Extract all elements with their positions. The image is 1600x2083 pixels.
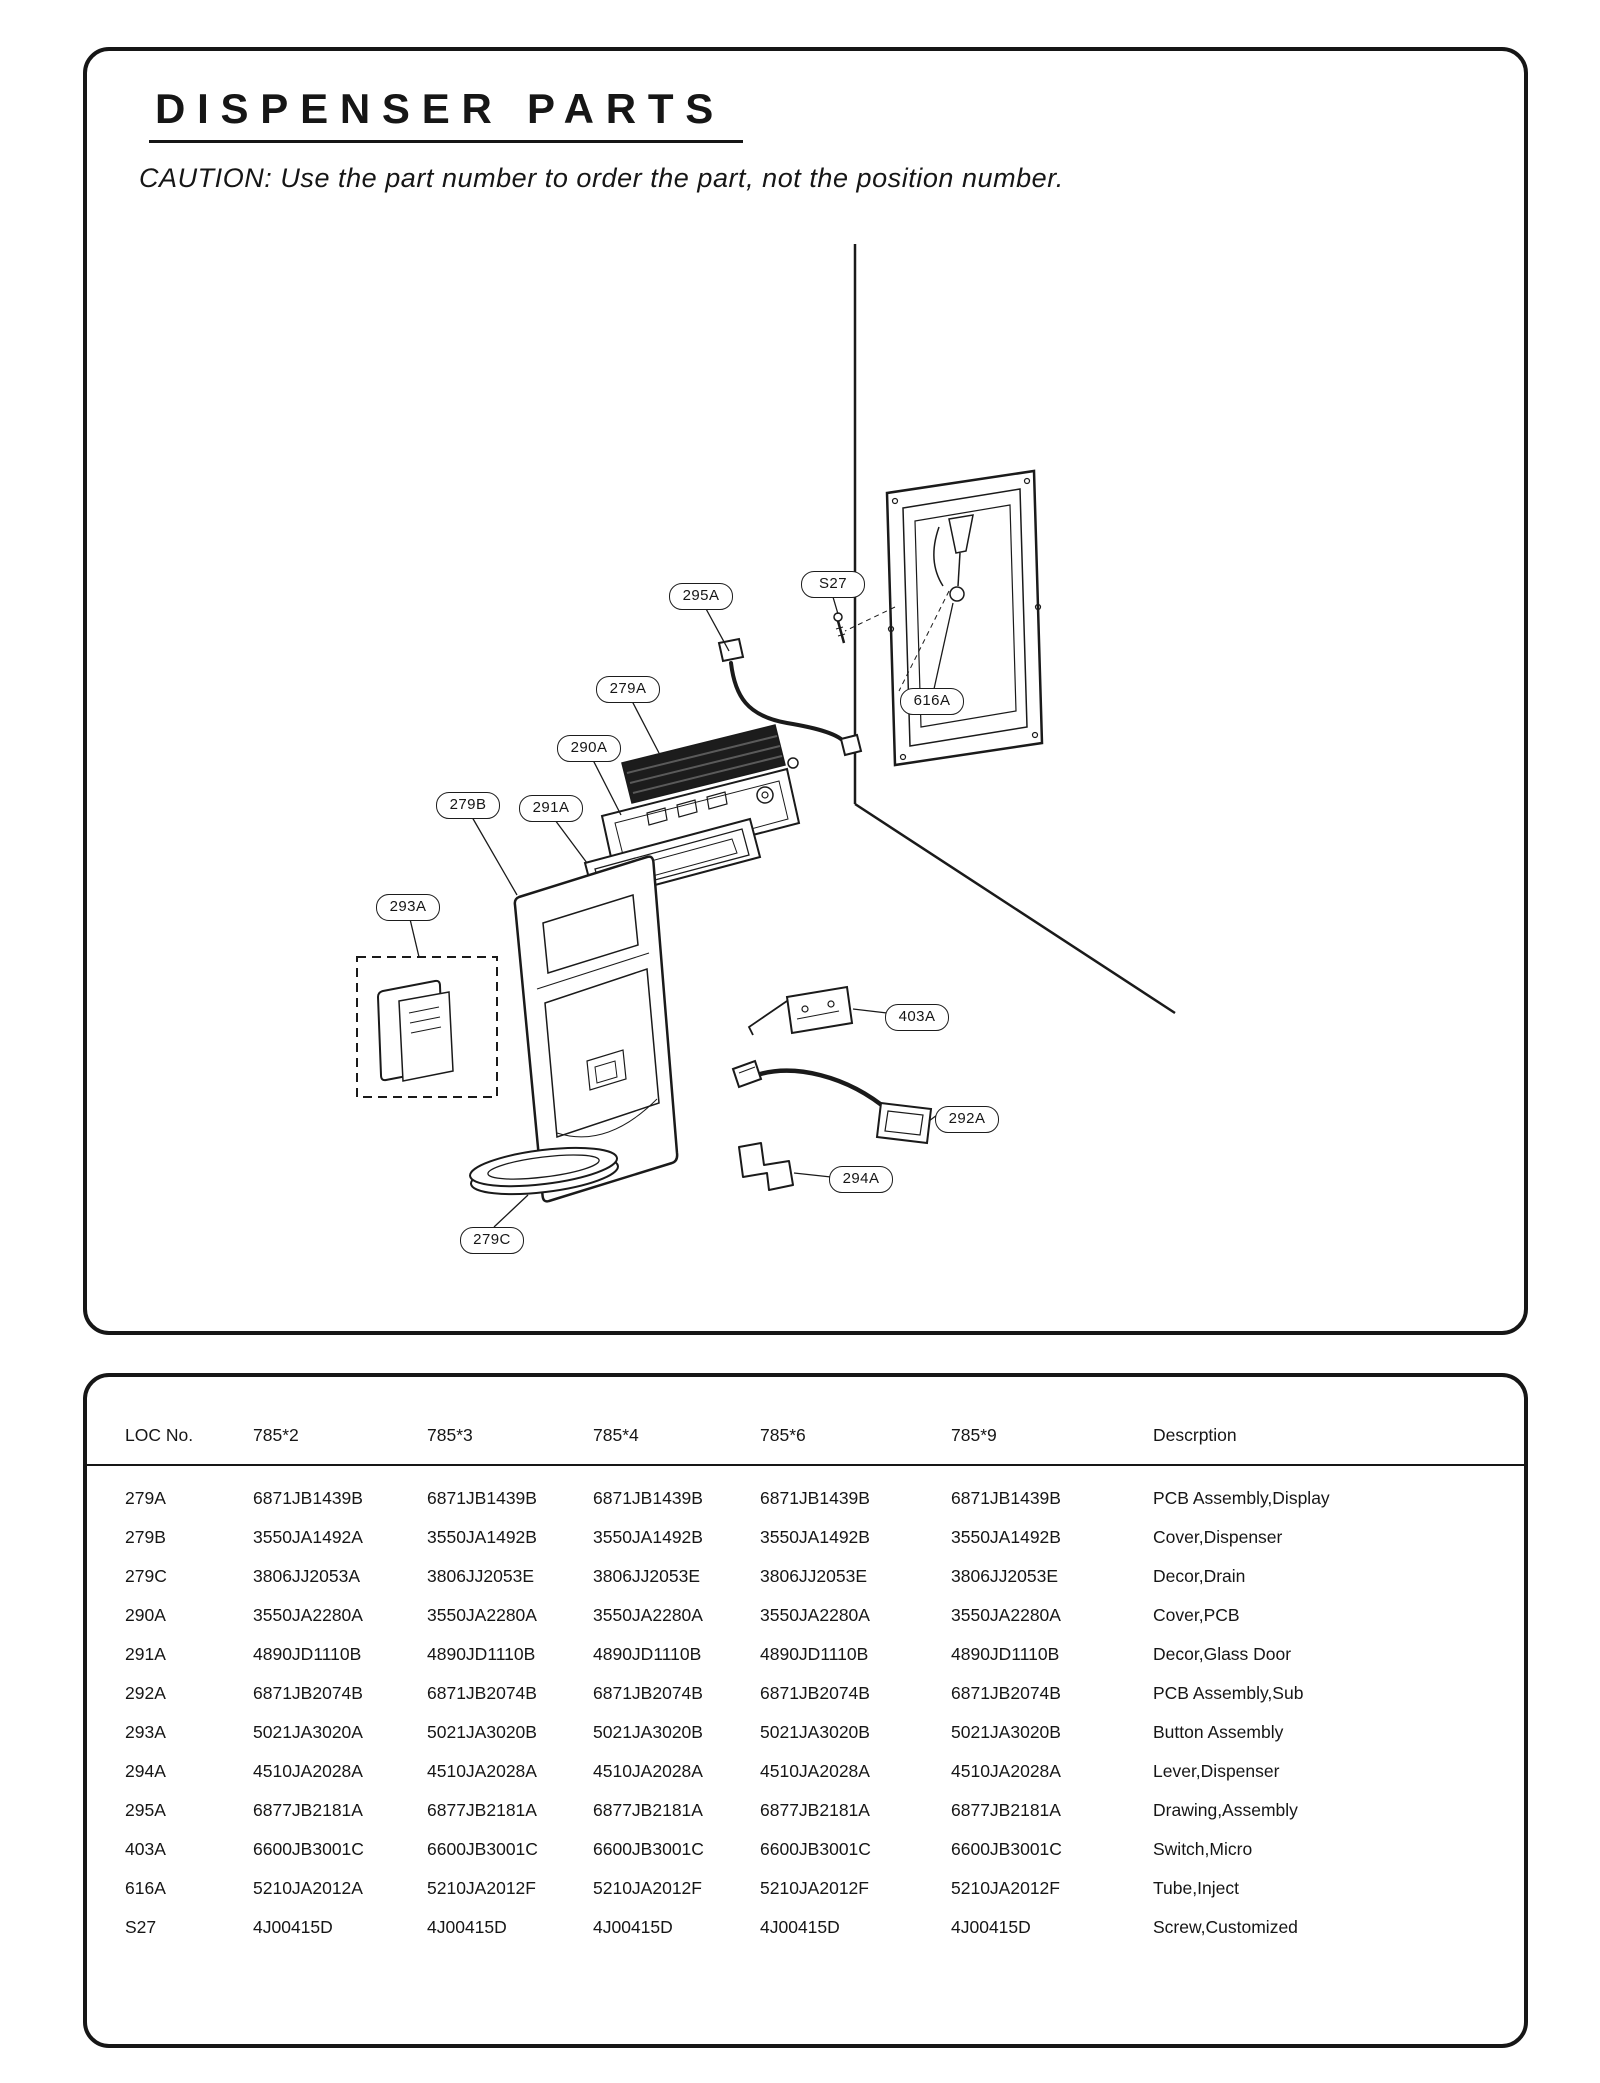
- description-cell: Button Assembly: [1153, 1722, 1284, 1742]
- table-row: [87, 1791, 1524, 1830]
- part-number-cell: 6871JB1439B: [253, 1488, 363, 1508]
- table-row: [87, 1557, 1524, 1596]
- description-cell: Drawing,Assembly: [1153, 1800, 1298, 1820]
- part-number-cell: 4890JD1110B: [427, 1644, 536, 1664]
- part-number-cell: 6871JB2074B: [593, 1683, 703, 1703]
- description-cell: Tube,Inject: [1153, 1878, 1239, 1898]
- part-number-cell: 3550JA1492B: [951, 1527, 1061, 1547]
- part-number-cell: 5210JA2012F: [593, 1878, 702, 1898]
- part-number-cell: 3806JJ2053E: [593, 1566, 701, 1586]
- header-785-9: 785*9: [951, 1419, 1153, 1465]
- loc-no-cell: 293A: [125, 1722, 166, 1742]
- part-number-cell: 5210JA2012F: [951, 1878, 1060, 1898]
- table-row: [87, 1635, 1524, 1674]
- header-785-6: 785*6: [760, 1419, 951, 1465]
- description-cell: Cover,Dispenser: [1153, 1527, 1283, 1547]
- table-row: [87, 1908, 1524, 1947]
- part-number-cell: 4510JA2028A: [593, 1761, 703, 1781]
- loc-no-cell: 279C: [125, 1566, 167, 1586]
- parts-table-body: [87, 1465, 1524, 1947]
- part-number-cell: 4J00415D: [427, 1917, 507, 1937]
- callout-616a: 616A: [900, 688, 964, 715]
- part-number-cell: 4J00415D: [593, 1917, 673, 1937]
- description-cell: Switch,Micro: [1153, 1839, 1253, 1859]
- part-number-cell: 5021JA3020A: [253, 1722, 363, 1742]
- screw-part: [834, 613, 845, 643]
- exploded-diagram: [87, 51, 1524, 1327]
- description-cell: Decor,Drain: [1153, 1566, 1246, 1586]
- callout-s27: S27: [801, 571, 865, 598]
- part-number-cell: 4890JD1110B: [951, 1644, 1060, 1664]
- part-number-cell: 5021JA3020B: [760, 1722, 870, 1742]
- part-number-cell: 4890JD1110B: [760, 1644, 869, 1664]
- part-number-cell: 6871JB2074B: [760, 1683, 870, 1703]
- part-number-cell: 3806JJ2053A: [253, 1566, 361, 1586]
- loc-no-cell: 279B: [125, 1527, 166, 1547]
- callout-292a: 292A: [935, 1106, 999, 1133]
- header-loc-no: LOC No.: [87, 1419, 253, 1465]
- caution-text: CAUTION: Use the part number to order the part, not the position number.: [139, 163, 1064, 193]
- callout-293a: 293A: [376, 894, 440, 921]
- diagram-panel: [83, 47, 1528, 1335]
- dispenser-lever-part: [739, 1143, 793, 1190]
- part-number-cell: 6871JB2074B: [253, 1683, 363, 1703]
- button-assembly-part: [357, 957, 497, 1097]
- parts-table: [87, 1419, 1524, 1947]
- description-cell: PCB Assembly,Display: [1153, 1488, 1330, 1508]
- part-number-cell: 4J00415D: [253, 1917, 333, 1937]
- loc-no-cell: 291A: [125, 1644, 166, 1664]
- part-number-cell: 6877JB2181A: [427, 1800, 537, 1820]
- part-number-cell: 6871JB1439B: [427, 1488, 537, 1508]
- loc-no-cell: 279A: [125, 1488, 166, 1508]
- part-number-cell: 3550JA1492A: [253, 1527, 363, 1547]
- loc-no-cell: 294A: [125, 1761, 166, 1781]
- part-number-cell: 3550JA1492B: [427, 1527, 537, 1547]
- part-number-cell: 3806JJ2053E: [760, 1566, 868, 1586]
- header-785-3: 785*3: [427, 1419, 593, 1465]
- page-title: DISPENSER PARTS: [149, 85, 743, 143]
- description-cell: Lever,Dispenser: [1153, 1761, 1280, 1781]
- callout-294a: 294A: [829, 1166, 893, 1193]
- part-number-cell: 5021JA3020B: [951, 1722, 1061, 1742]
- header-785-4: 785*4: [593, 1419, 760, 1465]
- table-row: [87, 1869, 1524, 1908]
- sub-pcb-part: [733, 1061, 931, 1143]
- table-row: [87, 1713, 1524, 1752]
- loc-no-cell: 292A: [125, 1683, 166, 1703]
- part-number-cell: 6600JB3001C: [951, 1839, 1062, 1859]
- part-number-cell: 6871JB2074B: [427, 1683, 537, 1703]
- part-number-cell: 5210JA2012F: [427, 1878, 536, 1898]
- part-number-cell: 6871JB1439B: [593, 1488, 703, 1508]
- callout-403a: 403A: [885, 1004, 949, 1031]
- callout-279b: 279B: [436, 792, 500, 819]
- part-number-cell: 6877JB2181A: [253, 1800, 363, 1820]
- parts-table-header: [87, 1419, 1524, 1465]
- part-number-cell: 5021JA3020B: [593, 1722, 703, 1742]
- description-cell: PCB Assembly,Sub: [1153, 1683, 1304, 1703]
- part-number-cell: 3550JA2280A: [951, 1605, 1061, 1625]
- part-number-cell: 6871JB1439B: [760, 1488, 870, 1508]
- part-number-cell: 3550JA2280A: [593, 1605, 703, 1625]
- table-row: [87, 1518, 1524, 1557]
- part-number-cell: 4J00415D: [951, 1917, 1031, 1937]
- part-number-cell: 6600JB3001C: [760, 1839, 871, 1859]
- part-number-cell: 3550JA2280A: [760, 1605, 870, 1625]
- part-number-cell: 6871JB1439B: [951, 1488, 1061, 1508]
- part-number-cell: 3806JJ2053E: [951, 1566, 1059, 1586]
- part-number-cell: 5210JA2012F: [760, 1878, 869, 1898]
- leader-lines: [410, 597, 953, 1227]
- part-number-cell: 6600JB3001C: [253, 1839, 364, 1859]
- table-row: [87, 1674, 1524, 1713]
- part-number-cell: 4890JD1110B: [253, 1644, 362, 1664]
- part-number-cell: 6877JB2181A: [760, 1800, 870, 1820]
- part-number-cell: 3550JA1492B: [593, 1527, 703, 1547]
- part-number-cell: 4510JA2028A: [253, 1761, 363, 1781]
- part-number-cell: 5021JA3020B: [427, 1722, 537, 1742]
- part-number-cell: 6600JB3001C: [593, 1839, 704, 1859]
- callout-279c: 279C: [460, 1227, 524, 1254]
- description-cell: Cover,PCB: [1153, 1605, 1240, 1625]
- part-number-cell: 4J00415D: [760, 1917, 840, 1937]
- description-cell: Screw,Customized: [1153, 1917, 1298, 1937]
- parts-table-panel: [83, 1373, 1528, 2048]
- part-number-cell: 4510JA2028A: [427, 1761, 537, 1781]
- part-number-cell: 3550JA2280A: [427, 1605, 537, 1625]
- tube-inject-part: [845, 471, 1042, 765]
- callout-290a: 290A: [557, 735, 621, 762]
- header-785-2: 785*2: [253, 1419, 427, 1465]
- loc-no-cell: 295A: [125, 1800, 166, 1820]
- part-number-cell: 4510JA2028A: [951, 1761, 1061, 1781]
- callout-279a: 279A: [596, 676, 660, 703]
- table-row: [87, 1830, 1524, 1869]
- table-row: [87, 1752, 1524, 1791]
- part-number-cell: 5210JA2012A: [253, 1878, 363, 1898]
- part-number-cell: 6877JB2181A: [593, 1800, 703, 1820]
- callout-291a: 291A: [519, 795, 583, 822]
- part-number-cell: 6600JB3001C: [427, 1839, 538, 1859]
- part-number-cell: 6877JB2181A: [951, 1800, 1061, 1820]
- part-number-cell: 3806JJ2053E: [427, 1566, 535, 1586]
- loc-no-cell: S27: [125, 1917, 157, 1937]
- micro-switch-part: [749, 987, 852, 1035]
- part-number-cell: 4890JD1110B: [593, 1644, 702, 1664]
- loc-no-cell: 290A: [125, 1605, 166, 1625]
- part-number-cell: 6871JB2074B: [951, 1683, 1061, 1703]
- part-number-cell: 3550JA1492B: [760, 1527, 870, 1547]
- table-row: [87, 1465, 1524, 1518]
- loc-no-cell: 616A: [125, 1878, 166, 1898]
- table-row: [87, 1596, 1524, 1635]
- part-number-cell: 4510JA2028A: [760, 1761, 870, 1781]
- callout-295a: 295A: [669, 583, 733, 610]
- header-description: Descrption: [1153, 1419, 1524, 1465]
- part-number-cell: 3550JA2280A: [253, 1605, 363, 1625]
- loc-no-cell: 403A: [125, 1839, 166, 1859]
- description-cell: Decor,Glass Door: [1153, 1644, 1292, 1664]
- drain-decor-part: [468, 1141, 620, 1201]
